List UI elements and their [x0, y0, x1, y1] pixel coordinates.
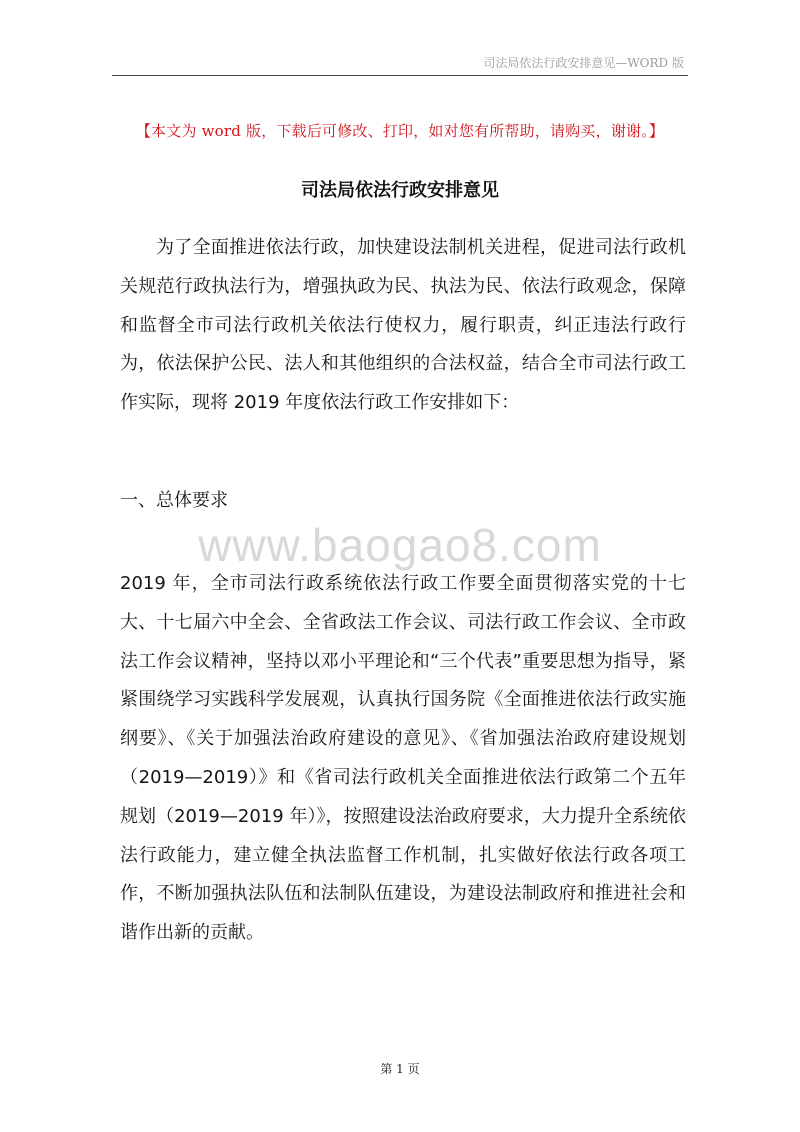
page-number: 第 1 页	[380, 1062, 420, 1076]
running-header: 司法局依法行政安排意见—WORD 版	[483, 56, 684, 70]
section-heading: 一、总体要求	[120, 490, 228, 511]
header-divider	[112, 75, 688, 76]
section-body-paragraph: 2019 年，全市司法行政系统依法行政工作要全面贯彻落实党的十七大、十七届六中全会、全省政法工作会议、司法行政工作会议、全市政法工作会议精神，坚持以邓小平理论和“三个代表”重要思想为指导，紧紧围绕学习实践科学发展观，认真执行国务院《全面推进依法行政实施纲要》、《关于加强法治政府建设的意见》、《省加强法治政府建设规划（2019—2019）》和《省司法行政机关全面推进依法行政第二个五年规划（2019—2019 年）》，按照建设法治政府要求，大力提升全系统依法行政能力，建立健全执法监督工作机制，扎实做好依法行政各项工作，不断加强执法队伍和法制队伍建设，为建设法制政府和推进社会和谐作出新的贡献。	[120, 573, 686, 944]
download-notice: 【本文为 word 版，下载后可修改、打印，如对您有所帮助，请购买，谢谢。】	[135, 122, 665, 140]
intro-paragraph: 为了全面推进依法行政，加快建设法制机关进程，促进司法行政机关规范行政执法行为，增强执政为民、执法为民、依法行政观念，保障和监督全市司法行政机关依法行使权力，履行职责，纠正违法行政行为，依法保护公民、法人和其他组织的合法权益，结合全市司法行政工作实际，现将 2019 年度依法行政工作安排如下：	[120, 237, 686, 414]
watermark-text: www.baogao8.com	[198, 519, 602, 571]
document-title: 司法局依法行政安排意见	[301, 180, 499, 201]
